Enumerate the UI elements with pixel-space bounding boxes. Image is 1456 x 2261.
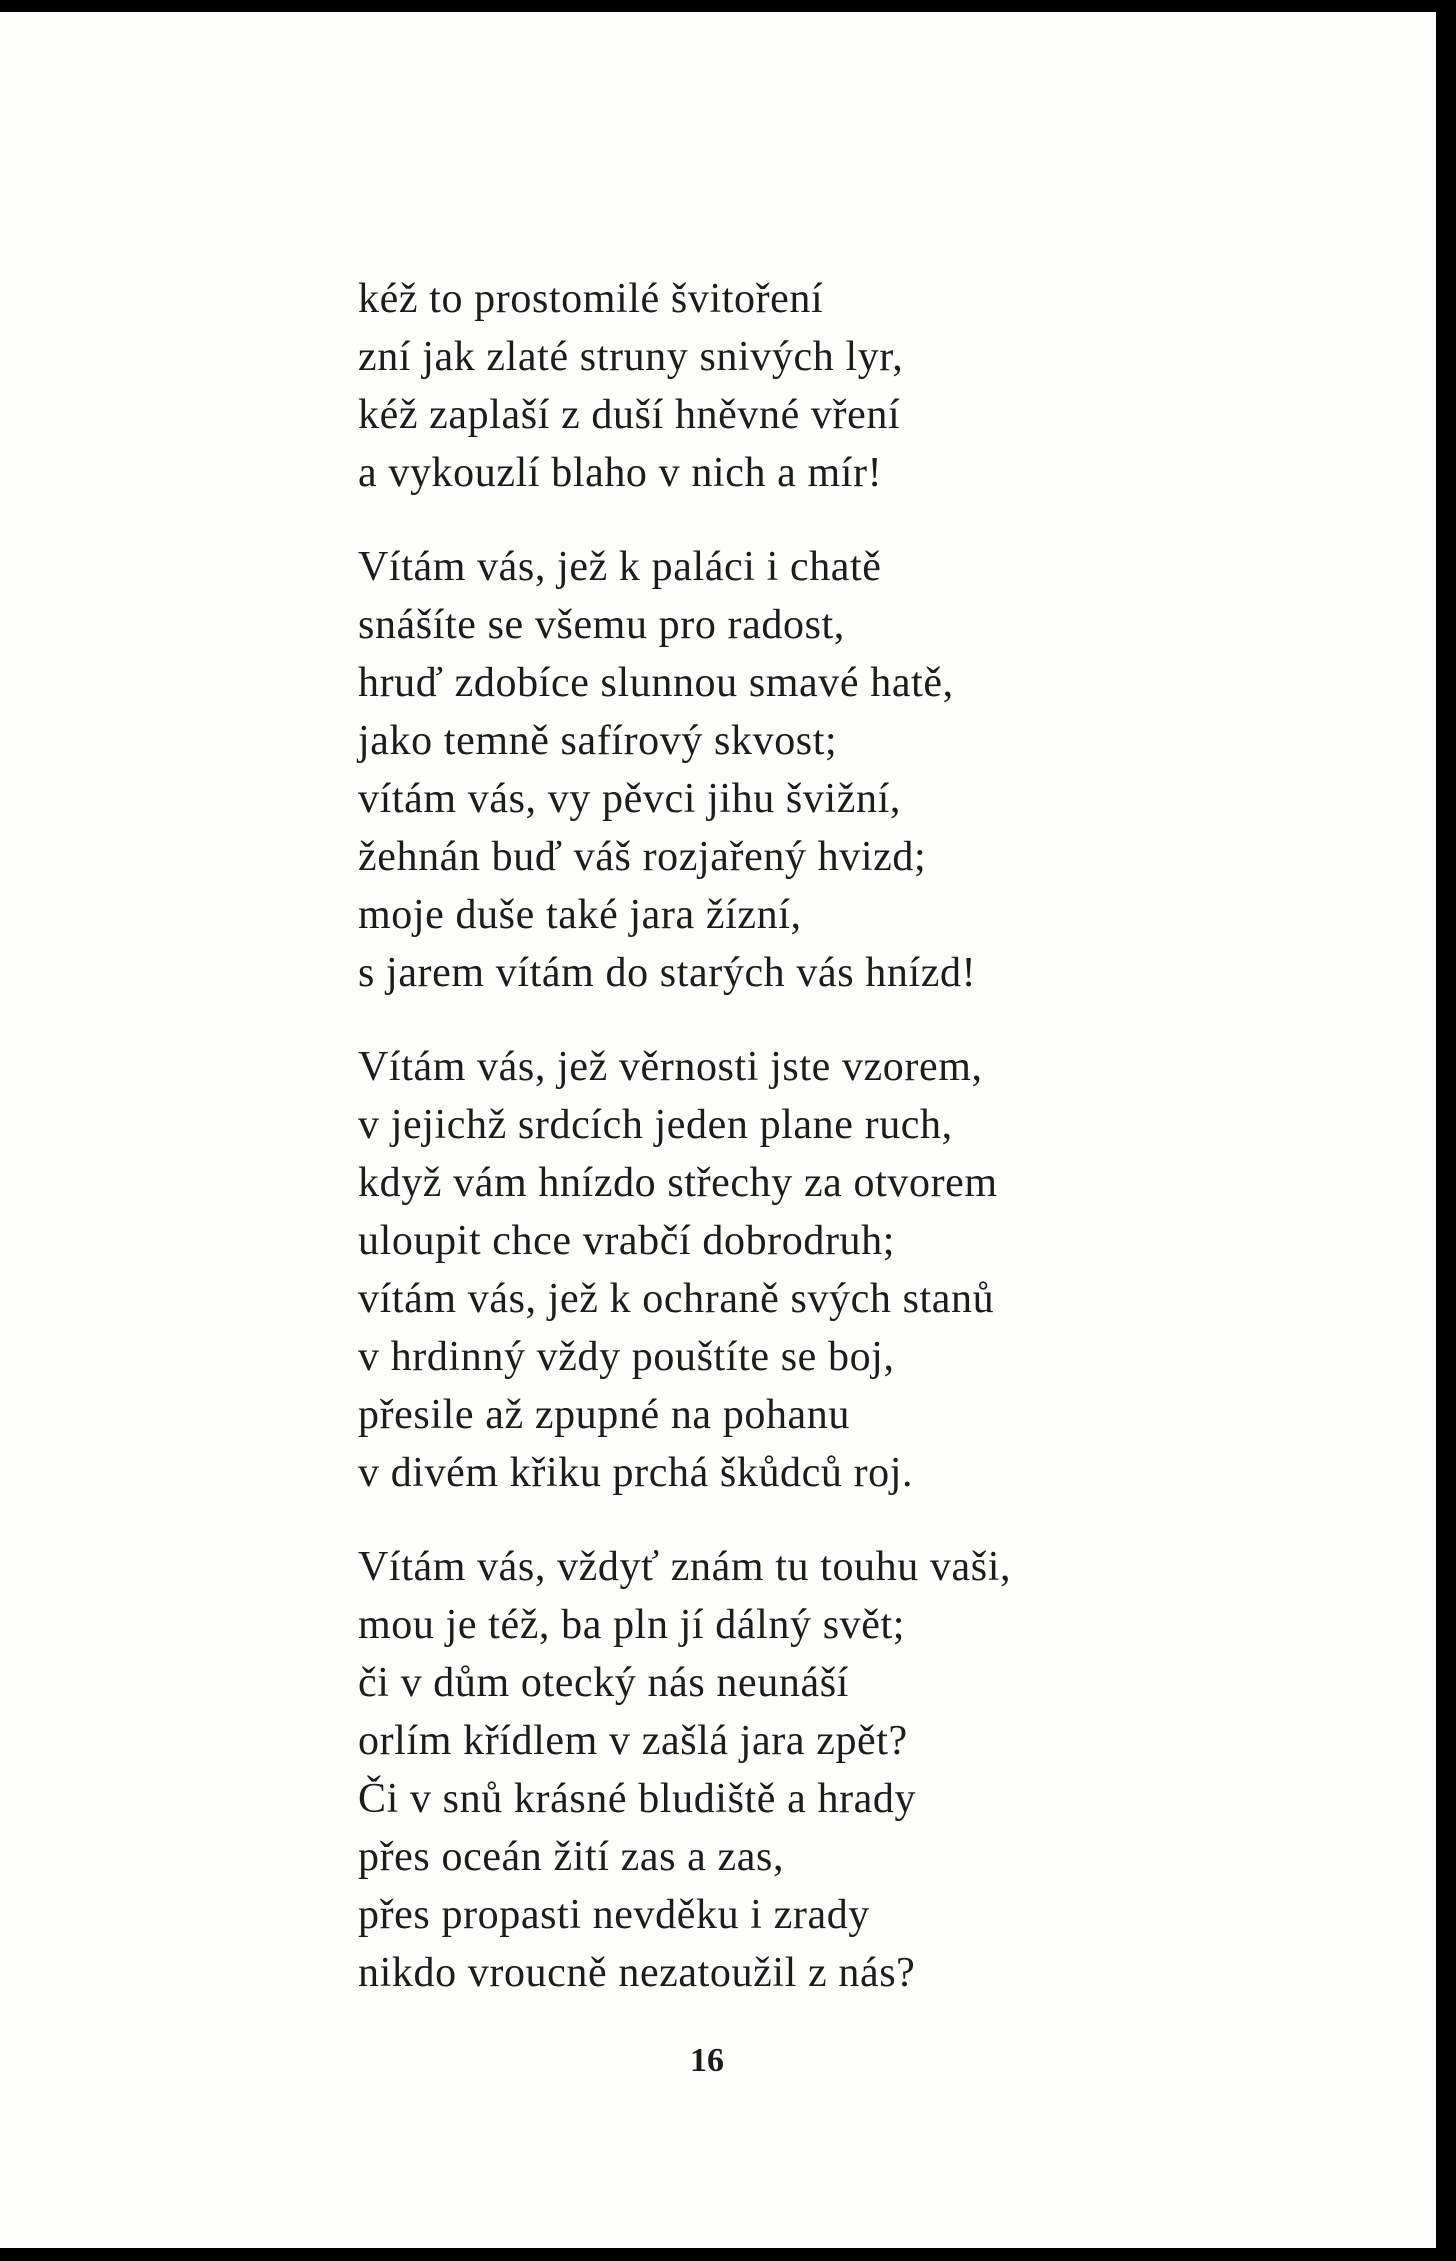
stanza-1 — [358, 270, 1358, 502]
stanza-2 — [358, 538, 1358, 1002]
poem-line: vítám vás, jež k ochraně svých stanů — [358, 1276, 995, 1322]
poem-line: či v dům otecký nás neunáší — [358, 1660, 849, 1706]
poem-line: v divém křiku prchá škůdců roj. — [358, 1450, 914, 1496]
poem-line: nikdo vroucně nezatoužil z nás? — [358, 1950, 916, 1996]
poem-line: mou je též, ba pln jí dálný svět; — [358, 1602, 906, 1648]
poem-line: v jejichž srdcích jeden plane ruch, — [358, 1102, 953, 1148]
page-edge-shadow — [1436, 0, 1456, 2261]
poem-line: uloupit chce vrabčí dobrodruh; — [358, 1218, 896, 1264]
poem-line: Vítám vás, jež k paláci i chatě — [358, 544, 882, 590]
poem-line: přes propasti nevděku i zrady — [358, 1892, 870, 1938]
poem-line: hruď zdobíce slunnou smavé hatě, — [358, 660, 954, 706]
poem-line: v hrdinný vždy pouštíte se boj, — [358, 1334, 895, 1380]
poem-line: moje duše také jara žízní, — [358, 892, 802, 938]
poem-line: přesile až zpupné na pohanu — [358, 1392, 851, 1438]
stanza-3 — [358, 1038, 1358, 1502]
stanza-4 — [358, 1538, 1358, 2002]
poem-line: a vykouzlí blaho v nich a mír! — [358, 450, 883, 496]
poem-line: jako temně safírový skvost; — [358, 718, 838, 764]
poem-line: kéž zaplaší z duší hněvné vření — [358, 392, 901, 438]
poem-line: s jarem vítám do starých vás hnízd! — [358, 950, 977, 996]
book-page — [0, 12, 1436, 2248]
poem-line: Vítám vás, jež věrnosti jste vzorem, — [358, 1044, 983, 1090]
poem-text — [358, 270, 1358, 2038]
poem-line: vítám vás, vy pěvci jihu švižní, — [358, 776, 901, 822]
poem-line: Vítám vás, vždyť znám tu touhu vaši, — [358, 1544, 1012, 1590]
poem-line: zní jak zlaté struny snivých lyr, — [358, 334, 904, 380]
poem-line: žehnán buď váš rozjařený hvizd; — [358, 834, 927, 880]
poem-line: když vám hnízdo střechy za otvorem — [358, 1160, 998, 1206]
page-number: 16 — [690, 2042, 724, 2079]
poem-line: orlím křídlem v zašlá jara zpět? — [358, 1718, 908, 1764]
poem-line: Či v snů krásné bludiště a hrady — [358, 1776, 917, 1822]
poem-line: snášíte se všemu pro radost, — [358, 602, 845, 648]
poem-line: přes oceán žití zas a zas, — [358, 1834, 785, 1880]
poem-line: kéž to prostomilé švitoření — [358, 276, 824, 322]
